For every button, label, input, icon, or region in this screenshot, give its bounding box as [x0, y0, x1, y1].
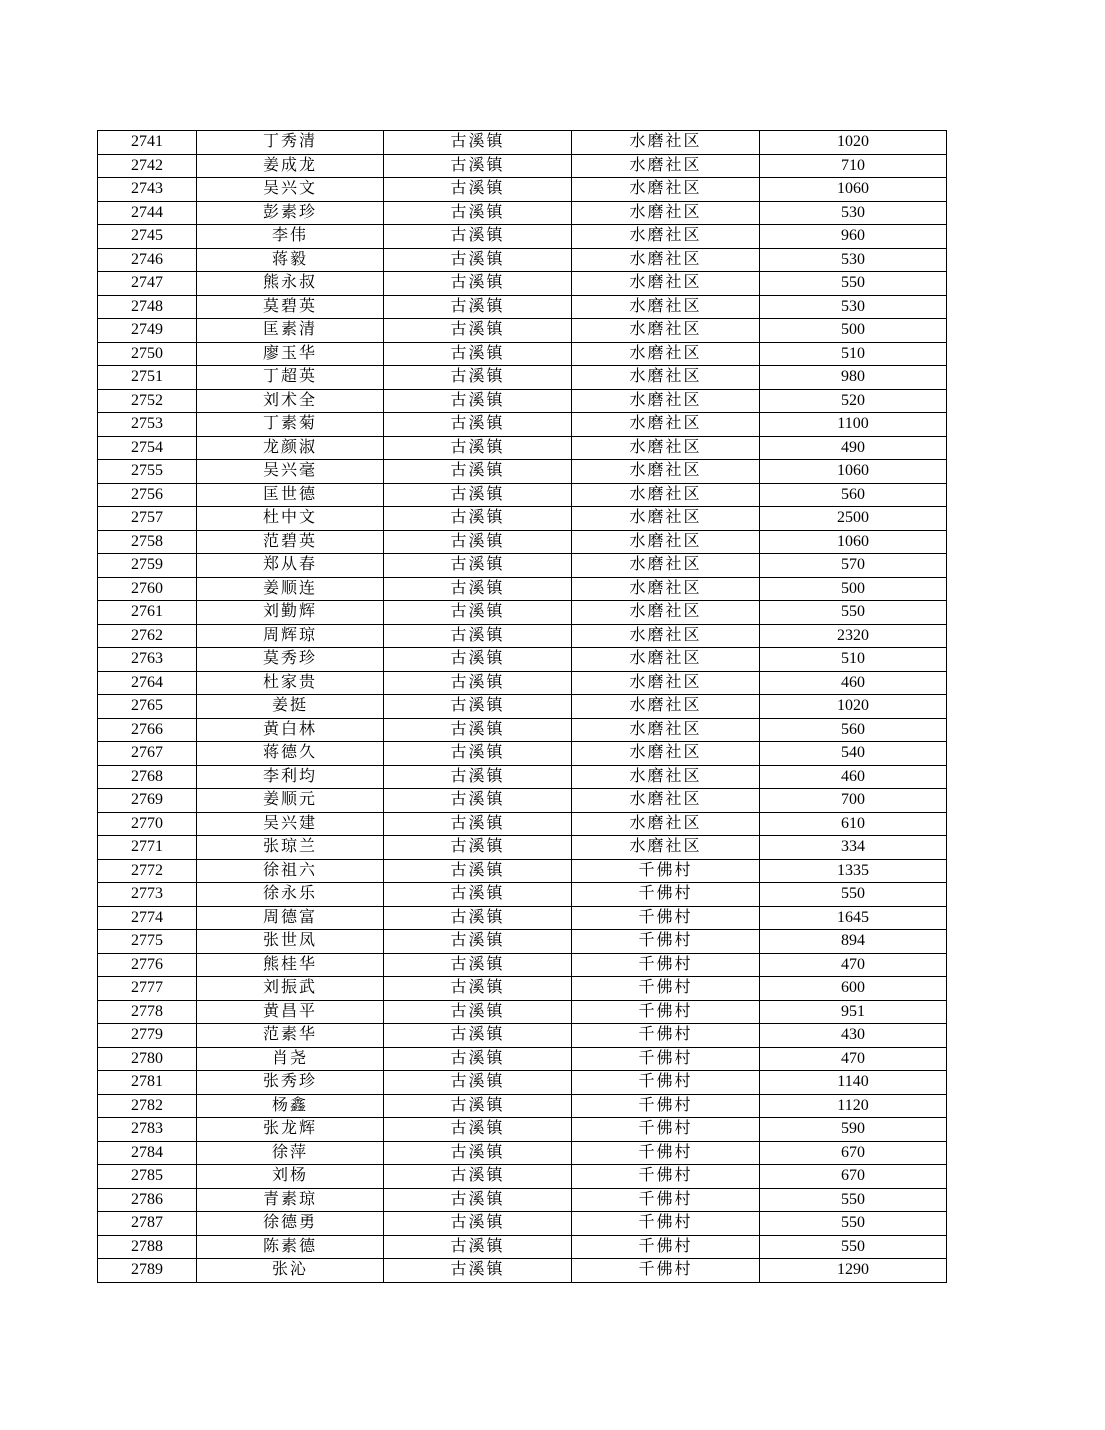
table-row — [98, 742, 947, 766]
village-cell: 千佛村 — [572, 859, 760, 883]
amount-cell: 1060 — [760, 530, 947, 554]
village-cell: 千佛村 — [572, 1212, 760, 1236]
table-row — [98, 953, 947, 977]
table-row — [98, 930, 947, 954]
name-cell: 龙颜淑 — [197, 436, 384, 460]
name-cell: 丁素菊 — [197, 413, 384, 437]
amount-cell: 710 — [760, 154, 947, 178]
town-cell: 古溪镇 — [384, 953, 572, 977]
village-cell: 千佛村 — [572, 930, 760, 954]
data-table — [97, 130, 947, 1283]
amount-cell: 600 — [760, 977, 947, 1001]
serial-number-cell: 2764 — [98, 671, 197, 695]
village-cell: 水磨社区 — [572, 554, 760, 578]
serial-number-cell: 2745 — [98, 225, 197, 249]
amount-cell: 460 — [760, 671, 947, 695]
town-cell: 古溪镇 — [384, 1118, 572, 1142]
town-cell: 古溪镇 — [384, 366, 572, 390]
table-row — [98, 436, 947, 460]
serial-number-cell: 2757 — [98, 507, 197, 531]
name-cell: 莫秀珍 — [197, 648, 384, 672]
village-cell: 千佛村 — [572, 953, 760, 977]
serial-number-cell: 2784 — [98, 1141, 197, 1165]
town-cell: 古溪镇 — [384, 248, 572, 272]
table-row — [98, 1212, 947, 1236]
table-row — [98, 789, 947, 813]
amount-cell: 670 — [760, 1141, 947, 1165]
amount-cell: 1060 — [760, 178, 947, 202]
name-cell: 徐德勇 — [197, 1212, 384, 1236]
town-cell: 古溪镇 — [384, 530, 572, 554]
village-cell: 千佛村 — [572, 1094, 760, 1118]
serial-number-cell: 2782 — [98, 1094, 197, 1118]
amount-cell: 1020 — [760, 695, 947, 719]
serial-number-cell: 2763 — [98, 648, 197, 672]
village-cell: 千佛村 — [572, 1141, 760, 1165]
name-cell: 李伟 — [197, 225, 384, 249]
serial-number-cell: 2777 — [98, 977, 197, 1001]
amount-cell: 570 — [760, 554, 947, 578]
town-cell: 古溪镇 — [384, 1259, 572, 1283]
village-cell: 水磨社区 — [572, 530, 760, 554]
town-cell: 古溪镇 — [384, 1212, 572, 1236]
name-cell: 陈素德 — [197, 1235, 384, 1259]
serial-number-cell: 2785 — [98, 1165, 197, 1189]
town-cell: 古溪镇 — [384, 601, 572, 625]
name-cell: 徐祖六 — [197, 859, 384, 883]
town-cell: 古溪镇 — [384, 577, 572, 601]
town-cell: 古溪镇 — [384, 483, 572, 507]
table-row — [98, 1188, 947, 1212]
serial-number-cell: 2787 — [98, 1212, 197, 1236]
table-row — [98, 154, 947, 178]
table-row — [98, 201, 947, 225]
table-body — [98, 131, 947, 1283]
name-cell: 吴兴毫 — [197, 460, 384, 484]
amount-cell: 550 — [760, 1188, 947, 1212]
table-row — [98, 765, 947, 789]
name-cell: 蒋德久 — [197, 742, 384, 766]
serial-number-cell: 2756 — [98, 483, 197, 507]
town-cell: 古溪镇 — [384, 1047, 572, 1071]
village-cell: 水磨社区 — [572, 248, 760, 272]
serial-number-cell: 2743 — [98, 178, 197, 202]
serial-number-cell: 2780 — [98, 1047, 197, 1071]
village-cell: 水磨社区 — [572, 319, 760, 343]
table-row — [98, 977, 947, 1001]
amount-cell: 550 — [760, 883, 947, 907]
serial-number-cell: 2768 — [98, 765, 197, 789]
serial-number-cell: 2783 — [98, 1118, 197, 1142]
table-row — [98, 178, 947, 202]
amount-cell: 700 — [760, 789, 947, 813]
name-cell: 丁超英 — [197, 366, 384, 390]
town-cell: 古溪镇 — [384, 648, 572, 672]
village-cell: 千佛村 — [572, 1259, 760, 1283]
name-cell: 黄昌平 — [197, 1000, 384, 1024]
table-row — [98, 507, 947, 531]
village-cell: 千佛村 — [572, 1118, 760, 1142]
town-cell: 古溪镇 — [384, 765, 572, 789]
name-cell: 吴兴文 — [197, 178, 384, 202]
town-cell: 古溪镇 — [384, 1094, 572, 1118]
village-cell: 水磨社区 — [572, 342, 760, 366]
name-cell: 杨鑫 — [197, 1094, 384, 1118]
town-cell: 古溪镇 — [384, 883, 572, 907]
town-cell: 古溪镇 — [384, 624, 572, 648]
table-row — [98, 295, 947, 319]
amount-cell: 1120 — [760, 1094, 947, 1118]
table-row — [98, 483, 947, 507]
name-cell: 徐永乐 — [197, 883, 384, 907]
amount-cell: 550 — [760, 1212, 947, 1236]
amount-cell: 951 — [760, 1000, 947, 1024]
table-row — [98, 1094, 947, 1118]
town-cell: 古溪镇 — [384, 695, 572, 719]
village-cell: 千佛村 — [572, 1188, 760, 1212]
serial-number-cell: 2761 — [98, 601, 197, 625]
town-cell: 古溪镇 — [384, 836, 572, 860]
serial-number-cell: 2760 — [98, 577, 197, 601]
serial-number-cell: 2776 — [98, 953, 197, 977]
name-cell: 刘振武 — [197, 977, 384, 1001]
village-cell: 水磨社区 — [572, 624, 760, 648]
amount-cell: 530 — [760, 248, 947, 272]
table-row — [98, 366, 947, 390]
village-cell: 水磨社区 — [572, 836, 760, 860]
town-cell: 古溪镇 — [384, 436, 572, 460]
village-cell: 千佛村 — [572, 1000, 760, 1024]
name-cell: 熊永叔 — [197, 272, 384, 296]
town-cell: 古溪镇 — [384, 389, 572, 413]
table-row — [98, 389, 947, 413]
table-row — [98, 225, 947, 249]
town-cell: 古溪镇 — [384, 1141, 572, 1165]
amount-cell: 2320 — [760, 624, 947, 648]
name-cell: 刘术全 — [197, 389, 384, 413]
amount-cell: 670 — [760, 1165, 947, 1189]
name-cell: 张世凤 — [197, 930, 384, 954]
amount-cell: 590 — [760, 1118, 947, 1142]
table-row — [98, 530, 947, 554]
village-cell: 水磨社区 — [572, 460, 760, 484]
name-cell: 丁秀清 — [197, 131, 384, 155]
village-cell: 水磨社区 — [572, 671, 760, 695]
table-row — [98, 1141, 947, 1165]
name-cell: 杜家贵 — [197, 671, 384, 695]
serial-number-cell: 2747 — [98, 272, 197, 296]
serial-number-cell: 2769 — [98, 789, 197, 813]
village-cell: 水磨社区 — [572, 812, 760, 836]
amount-cell: 894 — [760, 930, 947, 954]
name-cell: 张龙辉 — [197, 1118, 384, 1142]
table-row — [98, 248, 947, 272]
amount-cell: 550 — [760, 601, 947, 625]
town-cell: 古溪镇 — [384, 507, 572, 531]
serial-number-cell: 2789 — [98, 1259, 197, 1283]
name-cell: 彭素珍 — [197, 201, 384, 225]
town-cell: 古溪镇 — [384, 906, 572, 930]
village-cell: 水磨社区 — [572, 789, 760, 813]
village-cell: 千佛村 — [572, 883, 760, 907]
village-cell: 水磨社区 — [572, 366, 760, 390]
serial-number-cell: 2766 — [98, 718, 197, 742]
name-cell: 匡素清 — [197, 319, 384, 343]
table-row — [98, 859, 947, 883]
serial-number-cell: 2779 — [98, 1024, 197, 1048]
table-row — [98, 1047, 947, 1071]
town-cell: 古溪镇 — [384, 342, 572, 366]
serial-number-cell: 2762 — [98, 624, 197, 648]
serial-number-cell: 2767 — [98, 742, 197, 766]
amount-cell: 1335 — [760, 859, 947, 883]
name-cell: 刘杨 — [197, 1165, 384, 1189]
serial-number-cell: 2772 — [98, 859, 197, 883]
table-row — [98, 695, 947, 719]
town-cell: 古溪镇 — [384, 812, 572, 836]
table-row — [98, 460, 947, 484]
name-cell: 李利均 — [197, 765, 384, 789]
name-cell: 张沁 — [197, 1259, 384, 1283]
town-cell: 古溪镇 — [384, 859, 572, 883]
town-cell: 古溪镇 — [384, 460, 572, 484]
serial-number-cell: 2755 — [98, 460, 197, 484]
amount-cell: 980 — [760, 366, 947, 390]
name-cell: 周辉琼 — [197, 624, 384, 648]
name-cell: 熊桂华 — [197, 953, 384, 977]
town-cell: 古溪镇 — [384, 131, 572, 155]
town-cell: 古溪镇 — [384, 272, 572, 296]
amount-cell: 540 — [760, 742, 947, 766]
name-cell: 刘勤辉 — [197, 601, 384, 625]
town-cell: 古溪镇 — [384, 295, 572, 319]
amount-cell: 510 — [760, 648, 947, 672]
amount-cell: 960 — [760, 225, 947, 249]
table-row — [98, 342, 947, 366]
amount-cell: 1645 — [760, 906, 947, 930]
name-cell: 范素华 — [197, 1024, 384, 1048]
village-cell: 水磨社区 — [572, 648, 760, 672]
serial-number-cell: 2774 — [98, 906, 197, 930]
serial-number-cell: 2746 — [98, 248, 197, 272]
name-cell: 青素琼 — [197, 1188, 384, 1212]
amount-cell: 500 — [760, 319, 947, 343]
name-cell: 姜成龙 — [197, 154, 384, 178]
serial-number-cell: 2750 — [98, 342, 197, 366]
name-cell: 范碧英 — [197, 530, 384, 554]
village-cell: 水磨社区 — [572, 436, 760, 460]
name-cell: 徐萍 — [197, 1141, 384, 1165]
village-cell: 水磨社区 — [572, 154, 760, 178]
table-row — [98, 671, 947, 695]
amount-cell: 550 — [760, 1235, 947, 1259]
name-cell: 肖尧 — [197, 1047, 384, 1071]
town-cell: 古溪镇 — [384, 178, 572, 202]
village-cell: 千佛村 — [572, 906, 760, 930]
amount-cell: 470 — [760, 953, 947, 977]
amount-cell: 490 — [760, 436, 947, 460]
town-cell: 古溪镇 — [384, 554, 572, 578]
village-cell: 千佛村 — [572, 1047, 760, 1071]
name-cell: 周德富 — [197, 906, 384, 930]
name-cell: 姜顺元 — [197, 789, 384, 813]
village-cell: 水磨社区 — [572, 131, 760, 155]
table-row — [98, 1071, 947, 1095]
village-cell: 水磨社区 — [572, 695, 760, 719]
village-cell: 水磨社区 — [572, 577, 760, 601]
village-cell: 水磨社区 — [572, 413, 760, 437]
town-cell: 古溪镇 — [384, 154, 572, 178]
amount-cell: 510 — [760, 342, 947, 366]
amount-cell: 1290 — [760, 1259, 947, 1283]
serial-number-cell: 2765 — [98, 695, 197, 719]
village-cell: 水磨社区 — [572, 507, 760, 531]
village-cell: 千佛村 — [572, 1071, 760, 1095]
amount-cell: 520 — [760, 389, 947, 413]
serial-number-cell: 2770 — [98, 812, 197, 836]
serial-number-cell: 2741 — [98, 131, 197, 155]
table-row — [98, 601, 947, 625]
serial-number-cell: 2749 — [98, 319, 197, 343]
serial-number-cell: 2771 — [98, 836, 197, 860]
table-row — [98, 906, 947, 930]
serial-number-cell: 2786 — [98, 1188, 197, 1212]
town-cell: 古溪镇 — [384, 742, 572, 766]
table-row — [98, 1000, 947, 1024]
amount-cell: 1020 — [760, 131, 947, 155]
village-cell: 水磨社区 — [572, 765, 760, 789]
amount-cell: 2500 — [760, 507, 947, 531]
table-row — [98, 1024, 947, 1048]
table-row — [98, 1235, 947, 1259]
serial-number-cell: 2744 — [98, 201, 197, 225]
village-cell: 千佛村 — [572, 1165, 760, 1189]
village-cell: 水磨社区 — [572, 483, 760, 507]
town-cell: 古溪镇 — [384, 1024, 572, 1048]
serial-number-cell: 2754 — [98, 436, 197, 460]
amount-cell: 1100 — [760, 413, 947, 437]
table-row — [98, 554, 947, 578]
village-cell: 水磨社区 — [572, 389, 760, 413]
town-cell: 古溪镇 — [384, 1165, 572, 1189]
town-cell: 古溪镇 — [384, 1235, 572, 1259]
village-cell: 水磨社区 — [572, 201, 760, 225]
name-cell: 廖玉华 — [197, 342, 384, 366]
name-cell: 张琼兰 — [197, 836, 384, 860]
town-cell: 古溪镇 — [384, 201, 572, 225]
table-row — [98, 272, 947, 296]
amount-cell: 560 — [760, 718, 947, 742]
serial-number-cell: 2778 — [98, 1000, 197, 1024]
town-cell: 古溪镇 — [384, 1000, 572, 1024]
serial-number-cell: 2773 — [98, 883, 197, 907]
serial-number-cell: 2752 — [98, 389, 197, 413]
village-cell: 水磨社区 — [572, 295, 760, 319]
name-cell: 黄白林 — [197, 718, 384, 742]
table-row — [98, 648, 947, 672]
table-row — [98, 812, 947, 836]
town-cell: 古溪镇 — [384, 1071, 572, 1095]
village-cell: 千佛村 — [572, 1235, 760, 1259]
table-row — [98, 718, 947, 742]
name-cell: 姜顺连 — [197, 577, 384, 601]
amount-cell: 470 — [760, 1047, 947, 1071]
name-cell: 杜中文 — [197, 507, 384, 531]
table-row — [98, 836, 947, 860]
name-cell: 莫碧英 — [197, 295, 384, 319]
village-cell: 水磨社区 — [572, 225, 760, 249]
serial-number-cell: 2788 — [98, 1235, 197, 1259]
name-cell: 张秀珍 — [197, 1071, 384, 1095]
amount-cell: 334 — [760, 836, 947, 860]
name-cell: 蒋毅 — [197, 248, 384, 272]
amount-cell: 460 — [760, 765, 947, 789]
town-cell: 古溪镇 — [384, 1188, 572, 1212]
serial-number-cell: 2751 — [98, 366, 197, 390]
table-row — [98, 1118, 947, 1142]
amount-cell: 560 — [760, 483, 947, 507]
serial-number-cell: 2758 — [98, 530, 197, 554]
table-row — [98, 131, 947, 155]
serial-number-cell: 2753 — [98, 413, 197, 437]
table-row — [98, 1165, 947, 1189]
name-cell: 姜挺 — [197, 695, 384, 719]
village-cell: 水磨社区 — [572, 742, 760, 766]
amount-cell: 530 — [760, 295, 947, 319]
amount-cell: 1140 — [760, 1071, 947, 1095]
village-cell: 千佛村 — [572, 1024, 760, 1048]
amount-cell: 430 — [760, 1024, 947, 1048]
town-cell: 古溪镇 — [384, 413, 572, 437]
village-cell: 水磨社区 — [572, 718, 760, 742]
amount-cell: 1060 — [760, 460, 947, 484]
serial-number-cell: 2759 — [98, 554, 197, 578]
amount-cell: 610 — [760, 812, 947, 836]
village-cell: 水磨社区 — [572, 178, 760, 202]
serial-number-cell: 2781 — [98, 1071, 197, 1095]
table-row — [98, 319, 947, 343]
town-cell: 古溪镇 — [384, 225, 572, 249]
serial-number-cell: 2775 — [98, 930, 197, 954]
town-cell: 古溪镇 — [384, 671, 572, 695]
serial-number-cell: 2742 — [98, 154, 197, 178]
town-cell: 古溪镇 — [384, 718, 572, 742]
table-row — [98, 413, 947, 437]
town-cell: 古溪镇 — [384, 789, 572, 813]
amount-cell: 530 — [760, 201, 947, 225]
village-cell: 千佛村 — [572, 977, 760, 1001]
table-row — [98, 577, 947, 601]
name-cell: 匡世德 — [197, 483, 384, 507]
amount-cell: 550 — [760, 272, 947, 296]
serial-number-cell: 2748 — [98, 295, 197, 319]
town-cell: 古溪镇 — [384, 319, 572, 343]
table-row — [98, 624, 947, 648]
town-cell: 古溪镇 — [384, 930, 572, 954]
name-cell: 郑从春 — [197, 554, 384, 578]
village-cell: 水磨社区 — [572, 601, 760, 625]
village-cell: 水磨社区 — [572, 272, 760, 296]
table-row — [98, 883, 947, 907]
town-cell: 古溪镇 — [384, 977, 572, 1001]
name-cell: 吴兴建 — [197, 812, 384, 836]
table-row — [98, 1259, 947, 1283]
amount-cell: 500 — [760, 577, 947, 601]
